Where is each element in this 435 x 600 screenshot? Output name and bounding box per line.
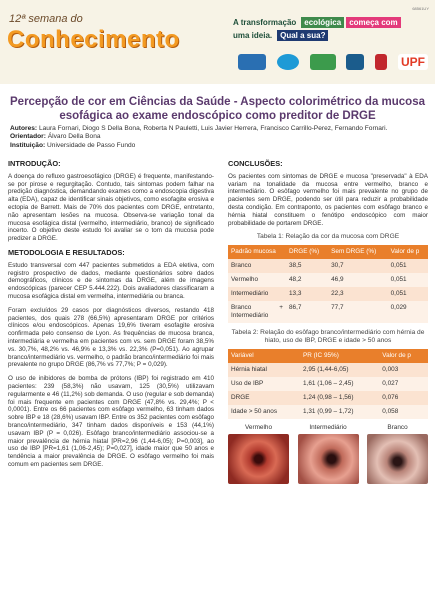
table2-caption: Tabela 2: Relação do esôfago branco/intermediário com hérnia de hiato, uso de IBP, DRGE e idade > 50 anos	[231, 329, 425, 345]
table-cell: 0,029	[388, 301, 428, 323]
institution: Universidade de Passo Fundo	[47, 141, 136, 149]
table-cell: Vermelho	[228, 273, 286, 287]
endoscopy-image-red	[228, 434, 289, 484]
document-id: 68561UY	[412, 6, 429, 11]
table1-header: Padrão mucosa	[228, 245, 286, 259]
table-cell: 22,3	[328, 287, 387, 301]
table-row	[228, 273, 428, 287]
table-row	[228, 301, 428, 323]
table-cell: Uso de IBP	[228, 377, 300, 391]
event-name-text: Conhecimento	[7, 26, 180, 53]
table-cell: Branco	[228, 259, 286, 273]
table-row	[228, 287, 428, 301]
table-cell: 0,076	[379, 391, 428, 405]
endoscopy-figure	[367, 424, 428, 484]
table-cell: 2,95 (1,44-6,05)	[300, 363, 379, 377]
table-cell: DRGE	[228, 391, 300, 405]
fapergs-logo	[310, 54, 336, 70]
upf-logo: UPF	[398, 54, 428, 70]
table-cell: 0,027	[379, 377, 428, 391]
table1-caption: Tabela 1: Relação da cor da mucosa com DRGE	[256, 233, 400, 241]
slogan-chip: começa com	[346, 17, 400, 28]
table-cell: 1,31 (0,99 – 1,72)	[300, 405, 379, 419]
table-cell: 77,7	[328, 301, 387, 323]
intro-text: A doença do refluxo gastroesofágico (DRGE) é frequente, manifestando-se por pirose e regurgitação. Contudo, tais sintomas podem falhar na predição diagnóstica, demandando exames como a endoscopia digestiva alta (EDA), capaz de identificar sinais objetivos, como esofagite erosiva e ectopia de Barrett. Mais de 70% dos pacientes com DRGE, entretanto, não apresentam lesões na mucosa. Observa-se variação tonal da mucosa esofágica distal (vermelho, intermediário, branco) de significado incerto. O objetivo deste estudo foi avaliar se o tom da mucosa pode predizer a DRGE.	[8, 172, 214, 243]
table-row	[228, 259, 428, 273]
table2	[228, 349, 428, 419]
endoscopy-figure	[228, 424, 289, 484]
methods-paragraph-2: Foram excluídos 29 casos por diagnósticos diversos, restando 418 pacientes, dos quais 278 (66,5%) apresentaram DRGE por critérios clínicos e/ou endoscópicos. Apenas 19,6% tiveram esofagite erosiva confirmada pelo consenso de Lyon. As frequências de mucosa branca, intermediária e vermelha em pacientes com vs. sem DRGE foram 38,5% vs. 30,7%, 48,2% vs. 46,9% e 13,3% vs. 22,3% (P=0,051). Ao agrupar branco/intermediário vs. vermelho, o padrão branco/intermediário foi mais prevalente no grupo DRGE (86,7% vs 77,7%; P = 0,029).	[8, 306, 214, 369]
poster-title: Percepção de cor em Ciências da Saúde - Aspecto colorimétrico da mucosa esofágica ao exame endoscópico como preditor de DRGE	[10, 96, 425, 122]
advisor: Álvaro Della Bona	[47, 133, 101, 141]
event-name-logo	[7, 26, 180, 54]
table-row	[228, 391, 428, 405]
endoscopy-label: Intermediário	[309, 424, 347, 432]
cnpq-logo	[238, 54, 266, 70]
slogan-chip: Qual a sua?	[277, 30, 328, 41]
event-edition: 12ª semana do	[9, 13, 83, 25]
table-cell: 46,9	[328, 273, 387, 287]
table-row	[228, 377, 428, 391]
authors: Laura Fornari, Diogo S Della Bona, Roberta N Pauletti, Luis Javier Herrera, Francisco Carrillo-Perez, Fernando Fornari.	[38, 125, 388, 132]
table-row	[228, 363, 428, 377]
table-cell: 30,7	[328, 259, 387, 273]
table-cell: Hérnia hiatal	[228, 363, 300, 377]
table-cell: 0,051	[388, 287, 428, 301]
methods-paragraph-1: Estudo transversal com 447 pacientes submetidos a EDA eletiva, com registro prospectivo de dados, mediante questionários sobre dados demográficos, clínicos e de sintomas da DRGE, além de imagens endoscópicas (parecer CEP 5.444.222). Dois avaliadores classificaram a mucosa esofágica distal em vermelha, intermediária ou branca.	[8, 261, 214, 300]
endoscopy-image-intermediate	[298, 434, 359, 484]
methods-title: METODOLOGIA E RESULTADOS:	[8, 247, 125, 257]
endoscopy-label: Vermelho	[245, 424, 272, 432]
table2-header: PR (IC 95%)	[300, 349, 379, 363]
slogan-row-2	[230, 30, 398, 41]
table-cell: Branco + Intermediário	[228, 301, 286, 323]
table2-header: Variável	[228, 349, 300, 363]
table1-header: Sem DRGE (%)	[328, 245, 387, 259]
institution-label: Instituição:	[10, 141, 46, 149]
table2-header: Valor de p	[379, 349, 428, 363]
slogan-row-1	[230, 17, 398, 28]
table-cell: Intermediário	[228, 287, 286, 301]
slogan-chip: A transformação	[233, 18, 297, 27]
table1-header: DRGE (%)	[286, 245, 328, 259]
advisor-line	[10, 133, 430, 141]
sponsor-logo	[375, 54, 387, 70]
table-cell: 1,24 (0,98 – 1,56)	[300, 391, 379, 405]
table-cell: 0,051	[388, 259, 428, 273]
right-column	[228, 160, 428, 484]
slogan-chip: uma ideia.	[233, 31, 273, 40]
table-cell: 0,003	[379, 363, 428, 377]
poster-meta	[10, 125, 430, 150]
table-cell: 0,051	[388, 273, 428, 287]
table-cell: 1,61 (1,06 – 2,45)	[300, 377, 379, 391]
table-cell: 0,058	[379, 405, 428, 419]
slogan-chip: ecológica	[301, 17, 344, 28]
endoscopy-image-white	[367, 434, 428, 484]
institution-line	[10, 142, 430, 150]
endoscopy-label: Branco	[387, 424, 408, 432]
table1-header: Valor de p	[388, 245, 428, 259]
left-column	[8, 160, 214, 475]
intro-title: INTRODUÇÃO:	[8, 159, 61, 168]
endoscopy-images	[228, 424, 428, 484]
table2-header-row	[228, 349, 428, 363]
slogan	[230, 17, 398, 43]
table-cell: 13,3	[286, 287, 328, 301]
methods-paragraph-3: O uso de inibidores de bomba de prótons (IBP) foi registrado em 410 pacientes: 239 (58,3%) não usavam, 125 (30,5%) utilizavam regularmente e 46 (11,2%) sob demanda. O uso (regular e sob demanda) foi mais frequente em pacientes com DRGE (47,8% vs. 29,4%; P < 0,0001). Entre os 66 pacientes com esôfago vermelho, 63 tinham dados sobre IBP e 18 (28,6%) usavam IBP. Entre os 352 pacientes com esôfago branco/intermediário, 347 tinham dados disponíveis e 153 (44,1%) usavam IBP (P = 0,026). Esôfago branco/intermediário associou-se a maior prevalência de hérnia hiatal [PR=2,96 (1,44-6,05); P=0,003], ao uso de IBP [PR=1,61 (1,06-2,45); P=0,027], idade maior que 50 anos e tendência a maior prevalência de DRGE. O esôfago vermelho foi mais comum em pacientes sem DRGE.	[8, 375, 214, 468]
conclusions-text: Os pacientes com sintomas de DRGE e mucosa "preservada" à EDA variam na tonalidade da mucosa entre vermelho, branco e intermediário. O esôfago vermelho foi mais prevalente no grupo de pacientes sem DRGE, podendo ser útil para reduzir a probabilidade desta condição. Em contraponto, os pacientes com esôfago branco e hérnia hiatal constituem o fenótipo endoscópico com maior probabilidade de portarem DRGE.	[228, 172, 428, 227]
authors-label: Autores:	[10, 125, 38, 132]
table-cell: Idade > 50 anos	[228, 405, 300, 419]
advisor-label: Orientador:	[10, 133, 46, 141]
table1-header-row	[228, 245, 428, 259]
cf-logo	[346, 54, 364, 70]
endoscopy-figure	[298, 424, 359, 484]
table-cell: 48,2	[286, 273, 328, 287]
table1	[228, 245, 428, 323]
poster-header	[0, 0, 435, 84]
table-cell: 86,7	[286, 301, 328, 323]
conclusions-title: CONCLUSÕES:	[228, 159, 283, 168]
sponsor-logos	[238, 52, 428, 72]
table-cell: 38,5	[286, 259, 328, 273]
table-row	[228, 405, 428, 419]
capes-logo	[277, 54, 299, 70]
